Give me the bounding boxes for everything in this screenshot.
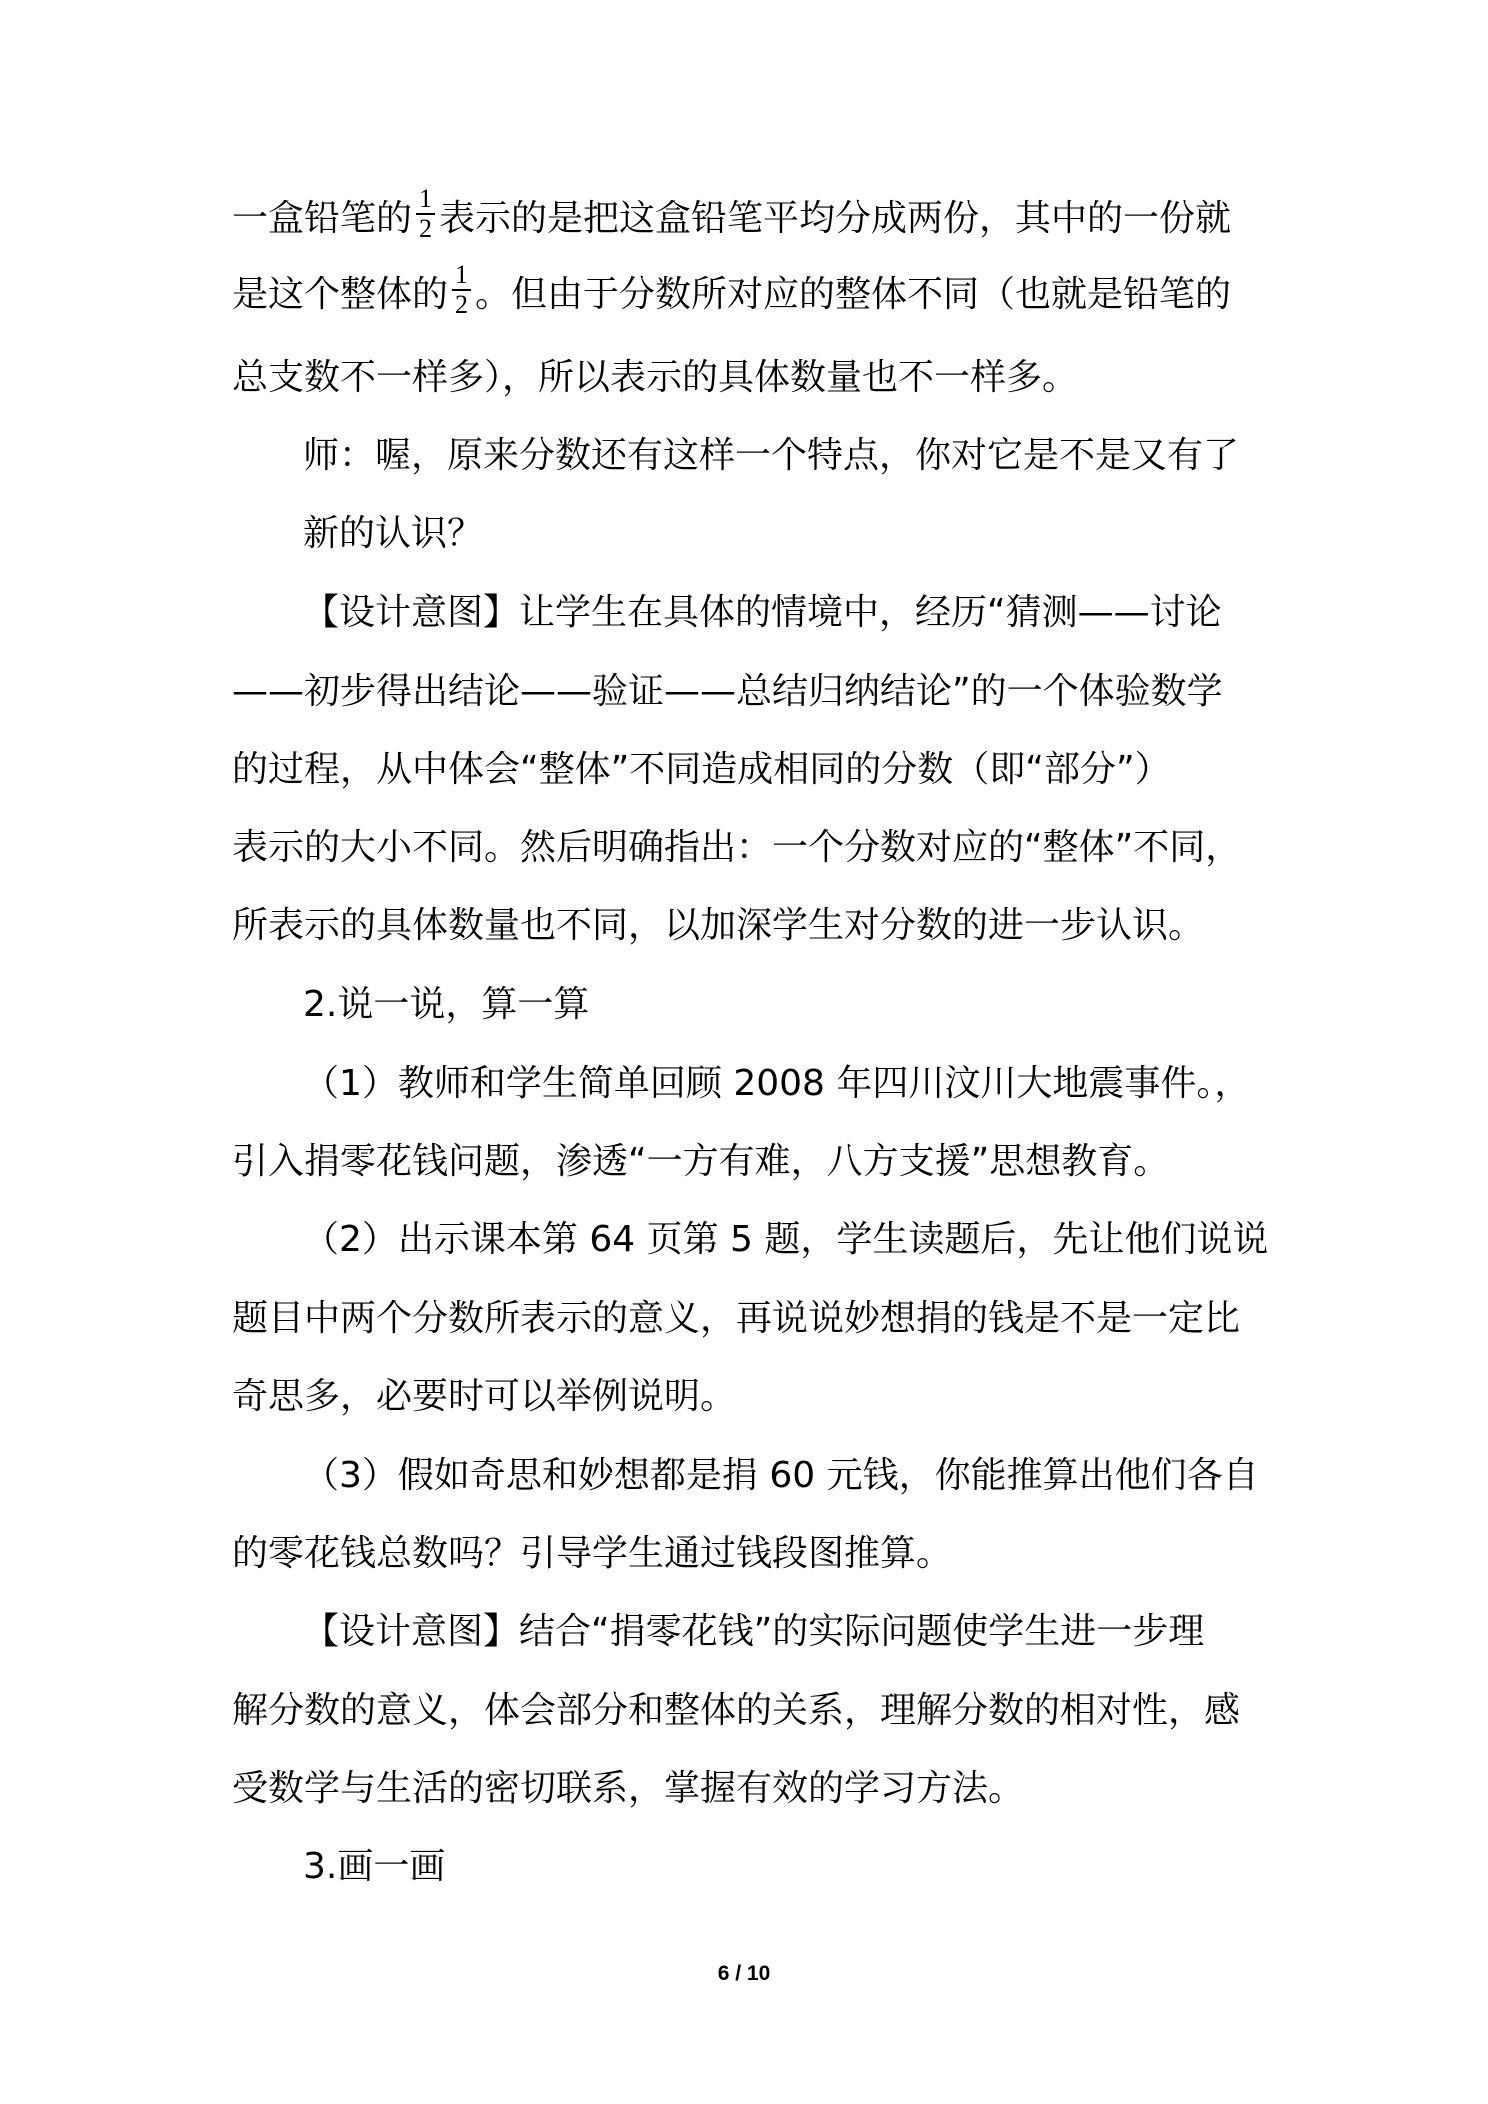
text-line-15: 题目中两个分数所表示的意义，再说说妙想捐的钱是不是一定比 [232, 1298, 1241, 1339]
text-line-9: 表示的大小不同。然后明确指出：一个分数对应的“整体”不同， [232, 827, 1242, 868]
text-line-3: 总支数不一样多），所以表示的具体数量也不一样多。 [232, 357, 1079, 398]
text-line-17: （3）假如奇思和妙想都是捐 60 元钱，你能推算出他们各自 [303, 1455, 1259, 1496]
page-number: 6 / 10 [717, 1962, 771, 1985]
text-line-2 [232, 260, 1232, 324]
text-line-4: 师：喔，原来分数还有这样一个特点，你对它是不是又有了 [303, 435, 1240, 476]
text-line-22: 3.画一画 [303, 1846, 446, 1887]
text-line-10: 所表示的具体数量也不同，以加深学生对分数的进一步认识。 [232, 905, 1205, 946]
text-segment: 是这个整体的 [232, 274, 449, 315]
text-line-16: 奇思多，必要时可以举例说明。 [232, 1376, 737, 1417]
fraction-numerator: 1 [452, 262, 471, 291]
text-line-18: 的零花钱总数吗？引导学生通过钱段图推算。 [232, 1533, 953, 1574]
text-line-7: ——初步得出结论——验证——总结归纳结论”的一个体验数学 [232, 671, 1223, 712]
text-line-1 [232, 184, 1232, 248]
text-line-5: 新的认识？ [303, 513, 484, 554]
fraction-one-half [416, 186, 435, 242]
text-line-6: 【设计意图】让学生在具体的情境中，经历“猜测——讨论 [303, 592, 1222, 633]
text-segment: 一盒铅笔的 [232, 198, 413, 239]
fraction-denominator: 2 [455, 290, 469, 319]
text-segment: 表示的是把这盒铅笔平均分成两份，其中的一份就 [439, 198, 1232, 239]
text-line-20: 解分数的意义，体会部分和整体的关系，理解分数的相对性，感 [232, 1690, 1241, 1731]
text-line-13: 引入捐零花钱问题，渗透“一方有难，八方支援”思想教育。 [232, 1141, 1170, 1182]
text-line-8: 的过程，从中体会“整体”不同造成相同的分数（即“部分”） [232, 749, 1171, 790]
text-line-19: 【设计意图】结合“捐零花钱”的实际问题使学生进一步理 [303, 1611, 1205, 1652]
text-segment: 。但由于分数所对应的整体不同（也就是铅笔的 [475, 274, 1232, 315]
fraction-numerator: 1 [416, 186, 435, 215]
text-line-11: 2.说一说，算一算 [303, 984, 590, 1025]
text-line-14: （2）出示课本第 64 页第 5 题，学生读题后，先让他们说说 [303, 1219, 1269, 1260]
text-line-21: 受数学与生活的密切联系，掌握有效的学习方法。 [232, 1768, 1025, 1809]
fraction-denominator: 2 [419, 214, 433, 243]
fraction-one-half [452, 262, 471, 318]
text-line-12: （1）教师和学生简单回顾 2008 年四川汶川大地震事件。， [303, 1063, 1251, 1104]
